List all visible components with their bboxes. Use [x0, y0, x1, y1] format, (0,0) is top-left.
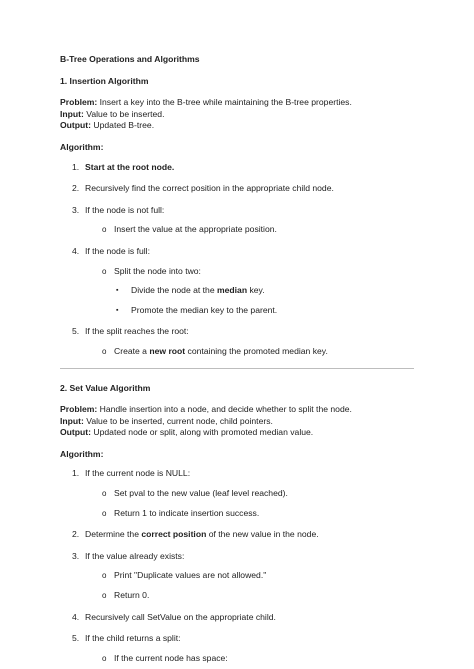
square-bullet-icon: ▪ [116, 306, 119, 314]
problem-description-insertion [60, 97, 414, 132]
circle-bullet-icon: o [102, 225, 107, 235]
step-text: If the value already exists: [85, 550, 185, 561]
output-line [60, 120, 414, 132]
problem-description-set-value [60, 404, 414, 439]
median-keyword: median [217, 285, 248, 296]
sub-list [85, 570, 414, 601]
circle-bullet-icon: o [102, 571, 107, 581]
input-line [60, 109, 414, 121]
sub-step-text: If the current node has space: [114, 652, 228, 663]
sub-step-text: Create a [114, 345, 150, 356]
problem-label: Problem: [60, 97, 98, 108]
list-item [60, 246, 414, 316]
sub-list [85, 653, 414, 665]
step-text: of the new value in the node. [206, 529, 319, 540]
list-item [85, 570, 414, 582]
algorithm-label: Algorithm: [60, 141, 104, 152]
list-item [60, 183, 414, 195]
step-text: If the node is full: [85, 245, 150, 256]
sub-step-text: Return 1 to indicate insertion success. [114, 507, 260, 518]
step-text: If the split reaches the root: [85, 326, 189, 337]
step-text: If the current node is NULL: [85, 468, 191, 479]
algorithm-label: Algorithm: [60, 448, 104, 459]
list-item [85, 653, 414, 665]
problem-text: Handle insertion into a node, and decide whether to split the node. [97, 404, 352, 415]
sub-list [85, 266, 414, 317]
list-item [60, 205, 414, 236]
circle-bullet-icon: o [102, 266, 107, 276]
sub-list [85, 224, 414, 236]
sub-step-text: Split the node into two: [114, 265, 201, 276]
section-heading-insertion: 1. Insertion Algorithm [60, 75, 149, 86]
sub-step-text: key. [247, 285, 265, 296]
step-number: 3. [72, 204, 80, 215]
sub-list [85, 488, 414, 519]
input-line [60, 416, 414, 428]
step-text: Recursively find the correct position in the appropriate child node. [85, 183, 334, 194]
square-bullet-icon: ▪ [116, 287, 119, 295]
output-label: Output: [60, 427, 92, 438]
insertion-steps-list [60, 162, 414, 358]
step-text: If the child returns a split: [85, 633, 181, 644]
list-item [85, 590, 414, 602]
sub-step-text: Promote the median key to the parent. [131, 304, 278, 315]
problem-text: Insert a key into the B-tree while maintaining the B-tree properties. [97, 97, 352, 108]
circle-bullet-icon: o [102, 591, 107, 601]
problem-label: Problem: [60, 404, 98, 415]
step-number: 2. [72, 529, 80, 540]
output-text: Updated node or split, along with promoted median value. [91, 427, 314, 438]
step-number: 2. [72, 183, 80, 194]
set-value-steps-list [60, 468, 414, 664]
step-number: 5. [72, 326, 80, 337]
circle-bullet-icon: o [102, 653, 107, 663]
sub-step-text: Print "Duplicate values are not allowed." [114, 570, 267, 581]
input-text: Value to be inserted. [83, 108, 165, 119]
list-item [85, 508, 414, 520]
list-item [85, 285, 414, 297]
sub-list [85, 346, 414, 358]
list-item [85, 266, 414, 317]
step-text: Recursively call SetValue on the appropriate child. [85, 611, 276, 622]
circle-bullet-icon: o [102, 508, 107, 518]
correct-position-keyword: correct position [141, 529, 207, 540]
output-text: Updated B-tree. [91, 120, 155, 131]
list-item [60, 468, 414, 519]
sub-step-text: Divide the node at the [131, 285, 217, 296]
new-root-keyword: new root [149, 345, 186, 356]
circle-bullet-icon: o [102, 346, 107, 356]
input-text: Value to be inserted, current node, child pointers. [83, 415, 273, 426]
step-number: 3. [72, 550, 80, 561]
sub-step-text: Insert the value at the appropriate position. [114, 224, 277, 235]
circle-bullet-icon: o [102, 489, 107, 499]
list-item [60, 326, 414, 357]
list-item [85, 488, 414, 500]
sub-sub-list [85, 285, 414, 316]
sub-step-text: Set pval to the new value (leaf level reached). [114, 488, 288, 499]
step-text: Determine the [85, 529, 142, 540]
list-item [60, 551, 414, 602]
step-number: 4. [72, 611, 80, 622]
list-item [85, 305, 414, 317]
list-item [60, 162, 414, 174]
step-number: 5. [72, 633, 80, 644]
step-text: Start at the root node. [85, 161, 175, 172]
input-label: Input: [60, 415, 84, 426]
step-number: 1. [72, 161, 80, 172]
list-item [85, 224, 414, 236]
list-item [85, 346, 414, 358]
sub-step-text: containing the promoted median key. [185, 345, 328, 356]
sub-step-text: Return 0. [114, 590, 150, 601]
input-label: Input: [60, 108, 84, 119]
problem-line [60, 97, 414, 109]
list-item [60, 612, 414, 624]
problem-line [60, 404, 414, 416]
document-title: B-Tree Operations and Algorithms [60, 54, 200, 64]
section-divider [60, 368, 414, 369]
output-label: Output: [60, 120, 92, 131]
list-item [60, 529, 414, 541]
output-line [60, 427, 414, 439]
step-number: 4. [72, 245, 80, 256]
step-text: If the node is not full: [85, 204, 165, 215]
section-heading-set-value: 2. Set Value Algorithm [60, 382, 151, 393]
list-item [60, 633, 414, 664]
step-number: 1. [72, 468, 80, 479]
